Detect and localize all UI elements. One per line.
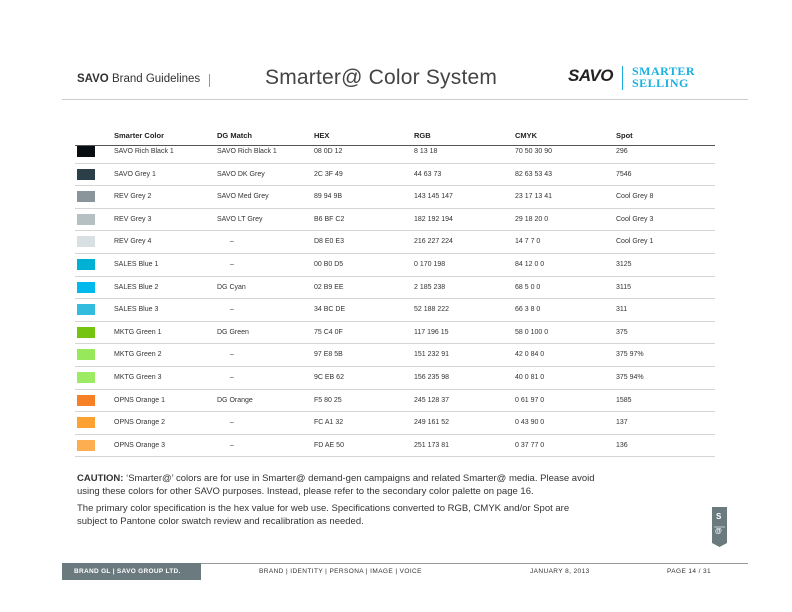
footer-brand-bar — [62, 563, 201, 580]
rgb-cell: 117 196 15 — [414, 328, 449, 336]
cmyk-cell: 68 5 0 0 — [515, 283, 541, 291]
dg-match-cell: SAVO DK Grey — [217, 170, 265, 178]
header-divider — [209, 74, 210, 87]
spot-cell: 1585 — [616, 396, 632, 404]
table-row — [75, 344, 715, 367]
table-row — [75, 435, 715, 458]
cmyk-cell: 84 12 0 0 — [515, 261, 545, 268]
hex-cell: B6 BF C2 — [314, 215, 345, 223]
color-swatch — [77, 282, 95, 293]
spot-cell: 296 — [616, 148, 628, 155]
dg-match-cell: – — [230, 261, 234, 268]
hex-cell: 2C 3F 49 — [314, 170, 343, 178]
rgb-cell: 182 192 194 — [414, 215, 453, 223]
spot-cell: 375 — [616, 328, 628, 336]
spot-cell: 7546 — [616, 170, 632, 178]
spot-cell: 3125 — [616, 261, 632, 268]
color-name-cell: REV Grey 2 — [114, 193, 152, 201]
hex-cell: 97 E8 5B — [314, 351, 343, 359]
table-row — [75, 231, 715, 254]
rgb-cell: 143 145 147 — [414, 193, 453, 201]
rgb-cell: 52 188 222 — [414, 306, 450, 314]
table-row — [75, 254, 715, 277]
color-name-cell: SALES Blue 2 — [114, 283, 159, 291]
color-name-cell: REV Grey 4 — [114, 238, 152, 246]
color-swatch — [77, 191, 95, 202]
caution-text — [77, 473, 597, 498]
table-row — [75, 277, 715, 300]
cmyk-cell: 23 17 13 41 — [515, 193, 552, 201]
color-name-cell: OPNS Orange 1 — [114, 396, 165, 404]
dg-match-cell: SAVO Rich Black 1 — [217, 148, 277, 155]
hex-cell: 89 94 9B — [314, 193, 343, 201]
brand-name: SAVO — [77, 73, 109, 85]
badge-line2: @ — [715, 528, 722, 535]
hex-cell: 08 0D 12 — [314, 148, 343, 155]
spot-cell: Cool Grey 3 — [616, 215, 654, 223]
hex-cell: FC A1 32 — [314, 419, 344, 427]
cmyk-cell: 0 61 97 0 — [515, 396, 545, 404]
hex-cell: FD AE 50 — [314, 441, 344, 449]
hex-cell: D8 E0 E3 — [314, 238, 344, 246]
col-smarter-color: Smarter Color — [114, 131, 165, 140]
spot-cell: Cool Grey 1 — [616, 238, 654, 246]
cmyk-cell: 0 43 90 0 — [515, 419, 545, 427]
hex-cell: 02 B9 EE — [314, 283, 344, 291]
color-name-cell: MKTG Green 2 — [114, 351, 162, 359]
hex-cell: 75 C4 0F — [314, 328, 343, 336]
color-swatch — [77, 259, 95, 270]
row-rule — [75, 456, 715, 457]
note-text: The primary color specification is the hex value for web use. Specifications converted to RGB, CMYK and/or Spot are subject to Pantone color swatch review and recalibration as needed. — [77, 503, 570, 527]
cmyk-cell: 58 0 100 0 — [515, 328, 549, 336]
spot-cell: 375 94% — [616, 374, 644, 381]
dg-match-cell: – — [230, 306, 234, 314]
dg-match-cell: SAVO LT Grey — [217, 215, 263, 223]
dg-match-cell: – — [230, 419, 234, 427]
spot-cell: 3115 — [616, 283, 632, 291]
color-swatch — [77, 349, 95, 360]
footer-nav: BRAND | IDENTITY | PERSONA | IMAGE | VOICE — [259, 568, 422, 575]
rgb-cell: 249 161 52 — [414, 419, 450, 427]
header-rule — [62, 99, 748, 100]
spot-cell: 136 — [616, 441, 628, 449]
dg-match-cell: DG Cyan — [217, 283, 246, 291]
color-name-cell: OPNS Orange 3 — [114, 441, 165, 449]
dg-match-cell: – — [230, 374, 234, 381]
dg-match-cell: – — [230, 351, 234, 359]
color-swatch — [77, 327, 95, 338]
color-swatch — [77, 440, 95, 451]
dg-match-cell: – — [230, 441, 234, 449]
table-row — [75, 390, 715, 413]
page-title: Smarter@ Color System — [265, 66, 498, 89]
cmyk-cell: 40 0 81 0 — [515, 374, 545, 381]
color-swatch — [77, 417, 95, 428]
table-row — [75, 367, 715, 390]
cmyk-cell: 42 0 84 0 — [515, 351, 545, 359]
caution-label: CAUTION: — [77, 473, 124, 484]
cmyk-cell: 14 7 7 0 — [515, 238, 541, 246]
col-spot: Spot — [616, 131, 633, 140]
cmyk-cell: 66 3 8 0 — [515, 306, 541, 314]
color-name-cell: SAVO Rich Black 1 — [114, 148, 174, 155]
rgb-cell: 151 232 91 — [414, 351, 450, 359]
color-name-cell: REV Grey 3 — [114, 215, 152, 223]
rgb-cell: 251 173 81 — [414, 441, 450, 449]
hex-cell: 00 B0 D5 — [314, 261, 344, 268]
col-dg-match: DG Match — [217, 131, 253, 140]
color-name-cell: SALES Blue 1 — [114, 261, 159, 268]
color-name-cell: OPNS Orange 2 — [114, 419, 165, 427]
dg-match-cell: DG Orange — [217, 396, 253, 404]
rgb-cell: 0 170 198 — [414, 261, 446, 268]
logo-tag-line1: SMARTER — [632, 64, 696, 78]
col-cmyk: CMYK — [515, 131, 538, 140]
rgb-cell: 44 63 73 — [414, 170, 442, 178]
dg-match-cell: DG Green — [217, 328, 249, 336]
spot-cell: Cool Grey 8 — [616, 193, 654, 201]
footer-brand-text: BRAND GL | SAVO GROUP LTD. — [74, 568, 181, 575]
color-swatch — [77, 395, 95, 406]
smarter-selling-logo — [632, 66, 695, 89]
rgb-cell: 216 227 224 — [414, 238, 453, 246]
brand-suffix: Brand Guidelines — [111, 73, 201, 85]
hex-cell: 34 BC DE — [314, 306, 346, 314]
spot-cell: 311 — [616, 306, 628, 314]
table-row — [75, 412, 715, 435]
logo-divider — [622, 66, 623, 90]
footer-date: JANUARY 8, 2013 — [530, 568, 590, 575]
col-rgb: RGB — [414, 131, 431, 140]
rgb-cell: 156 235 98 — [414, 374, 450, 381]
dg-match-cell: SAVO Med Grey — [217, 193, 269, 201]
rgb-cell: 245 128 37 — [414, 396, 450, 404]
table-row — [75, 209, 715, 232]
logo-tag-line2: SELLING — [632, 75, 689, 90]
brand-guidelines-label — [77, 73, 200, 85]
color-swatch — [77, 169, 95, 180]
color-name-cell: SALES Blue 3 — [114, 306, 159, 314]
hex-cell: 9C EB 62 — [314, 374, 344, 381]
color-swatch — [77, 146, 95, 157]
table-row — [75, 164, 715, 187]
dg-match-cell: – — [230, 238, 234, 246]
caution-body: ‘Smarter@’ colors are for use in Smarter@ demand-gen campaigns and related Smarter@ media. Please avoid using these colors for other SAVO purposes. Instead, please refer to the secondary color palette on page 16. — [77, 473, 595, 497]
color-name-cell: MKTG Green 3 — [114, 374, 162, 381]
rgb-cell: 2 185 238 — [414, 283, 446, 291]
spot-cell: 137 — [616, 419, 628, 427]
rgb-cell: 8 13 18 — [414, 148, 438, 155]
table-row — [75, 299, 715, 322]
hex-cell: F5 80 25 — [314, 396, 342, 404]
cmyk-cell: 70 50 30 90 — [515, 148, 552, 155]
page-header — [0, 0, 792, 100]
table-row — [75, 141, 715, 164]
color-swatch — [77, 236, 95, 247]
cmyk-cell: 82 63 53 43 — [515, 170, 552, 178]
table-row — [75, 186, 715, 209]
color-swatch — [77, 304, 95, 315]
badge-line1: S — [716, 512, 722, 521]
color-swatch — [77, 214, 95, 225]
footer-page-number: PAGE 14 / 31 — [667, 568, 712, 575]
col-hex: HEX — [314, 131, 330, 140]
color-swatch — [77, 372, 95, 383]
color-name-cell: SAVO Grey 1 — [114, 170, 156, 178]
cmyk-cell: 29 18 20 0 — [515, 215, 549, 223]
color-name-cell: MKTG Green 1 — [114, 328, 162, 336]
cmyk-cell: 0 37 77 0 — [515, 441, 545, 449]
spot-cell: 375 97% — [616, 351, 644, 359]
savo-logo: SAVO — [568, 66, 613, 85]
table-row — [75, 322, 715, 345]
